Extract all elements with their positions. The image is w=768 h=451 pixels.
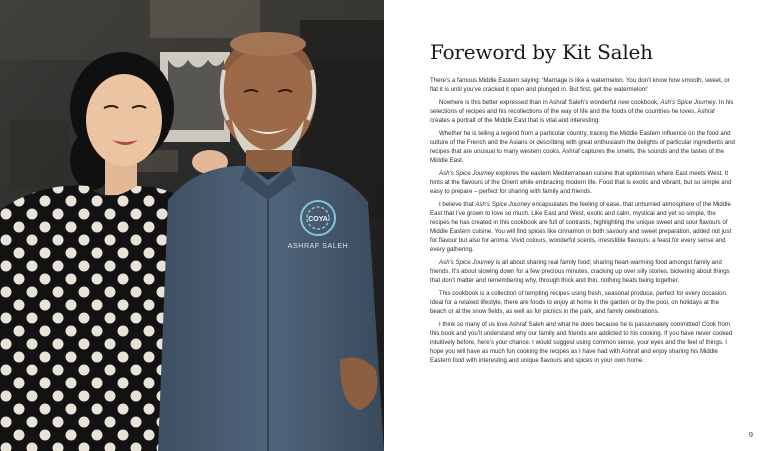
paragraph-text: . In his selections of recipes and his recollections of the way of life and the foods of the countries he loves, Ashraf creates a portrait of the Middle East that is vital and interesting. [430, 99, 734, 124]
paragraph-text: explores the eastern Mediterranean cuisine that epitomises where East meets West. It hints at the flavours of the Orient while embracing modern life. Food that is exotic and vibrant, but so simple and easy to prepare – perfect for sharing with family and friends. [430, 170, 732, 195]
paragraph-text: I believe that [439, 201, 476, 208]
book-title-italic: Ash’s Spice Journey [439, 259, 495, 266]
foreword-page [384, 0, 768, 451]
chef-name-embroidery: ASHRAF SALEH [287, 243, 349, 250]
paragraph-text: Whether he is telling a legend from a particular country, tracing the Middle Eastern influence on the food and culture of the French and the Asians or describing with great enthusiasm the delights of particular ingredients and recipes that are unusual to many western cooks, Ashraf captures the smells, the sounds and the tastes of the Middle East. [430, 130, 735, 164]
logo-text: COYA [308, 216, 328, 223]
paragraph-text: There’s a famous Middle Eastern saying: ‘Marriage is like a watermelon. You don’t know how smooth, sweet, or flat it is until you’ve cracked it open and plunged in. But first, get the watermelon!’ [430, 77, 730, 93]
paragraph-text: I think so many of us love Ashraf Saleh and what he does because he is passionately committed! Cook from this book and you’ll understand why our family and friends are addicted to his cooking. If you have never cooked intuitively before, here’s your chance. I would suggest using common sense, your eyes and the feel of things. I hope you will have as much fun cooking the recipes as I have had with Ashraf and enjoy sharing his Middle Eastern food with interesting and unique flavours and spices in your own home. [430, 321, 733, 364]
foreword-body [430, 76, 736, 369]
paragraph-text: encapsulates the feeling of ease, that unhurried atmosphere of the Middle East that I’ve grown to love so much. Like East and West, exotic and calm, mystical and yet so simple, the recipes he has created in this cookbook are full of contrasts, highlighting the unique sweet and sour flavours of Middle Eastern cuisine. You will find spices like cinnamon in both savoury and sweet preparation, added not just for flavour but also for aroma. Vivid colours, wonderful scents, irresistible flavours: a feast for every sense and every gathering. [430, 201, 732, 253]
body-paragraph [430, 258, 736, 285]
paragraph-text: Nowhere is this better expressed than in Ashraf Saleh’s wonderful new cookbook, [439, 99, 661, 106]
body-paragraph [430, 169, 736, 196]
page-number: 9 [748, 431, 753, 439]
book-title-italic: Ash’s Spice Journey [660, 99, 716, 106]
book-title-italic: Ash’s Spice Journey [439, 170, 495, 177]
page-title: Foreword by Kit Saleh [430, 40, 653, 64]
book-title-italic: Ash’s Spice Journey [475, 201, 531, 208]
paragraph-text: This cookbook is a collection of tempting recipes using fresh, seasonal produce, perfect for every occasion. Ideal for a relaxed lifestyle, there are foods to enjoy at home in the garden or by the pool, on holidays at the beach or at the snow fields, as well as for picnics in the park, and family celebrations. [430, 290, 728, 315]
body-paragraph [430, 76, 736, 94]
body-paragraph [430, 200, 736, 254]
body-paragraph [430, 289, 736, 316]
body-paragraph [430, 320, 736, 365]
body-paragraph [430, 129, 736, 165]
body-paragraph [430, 98, 736, 125]
paragraph-text: is all about sharing real family food; sharing heart-warming food amongst family and friends. It’s about slowing down for a few precious minutes, cracking up over silly stories, bickering about things that don’t matter and remembering why, through thick and thin, nothing beats being together. [430, 259, 730, 284]
